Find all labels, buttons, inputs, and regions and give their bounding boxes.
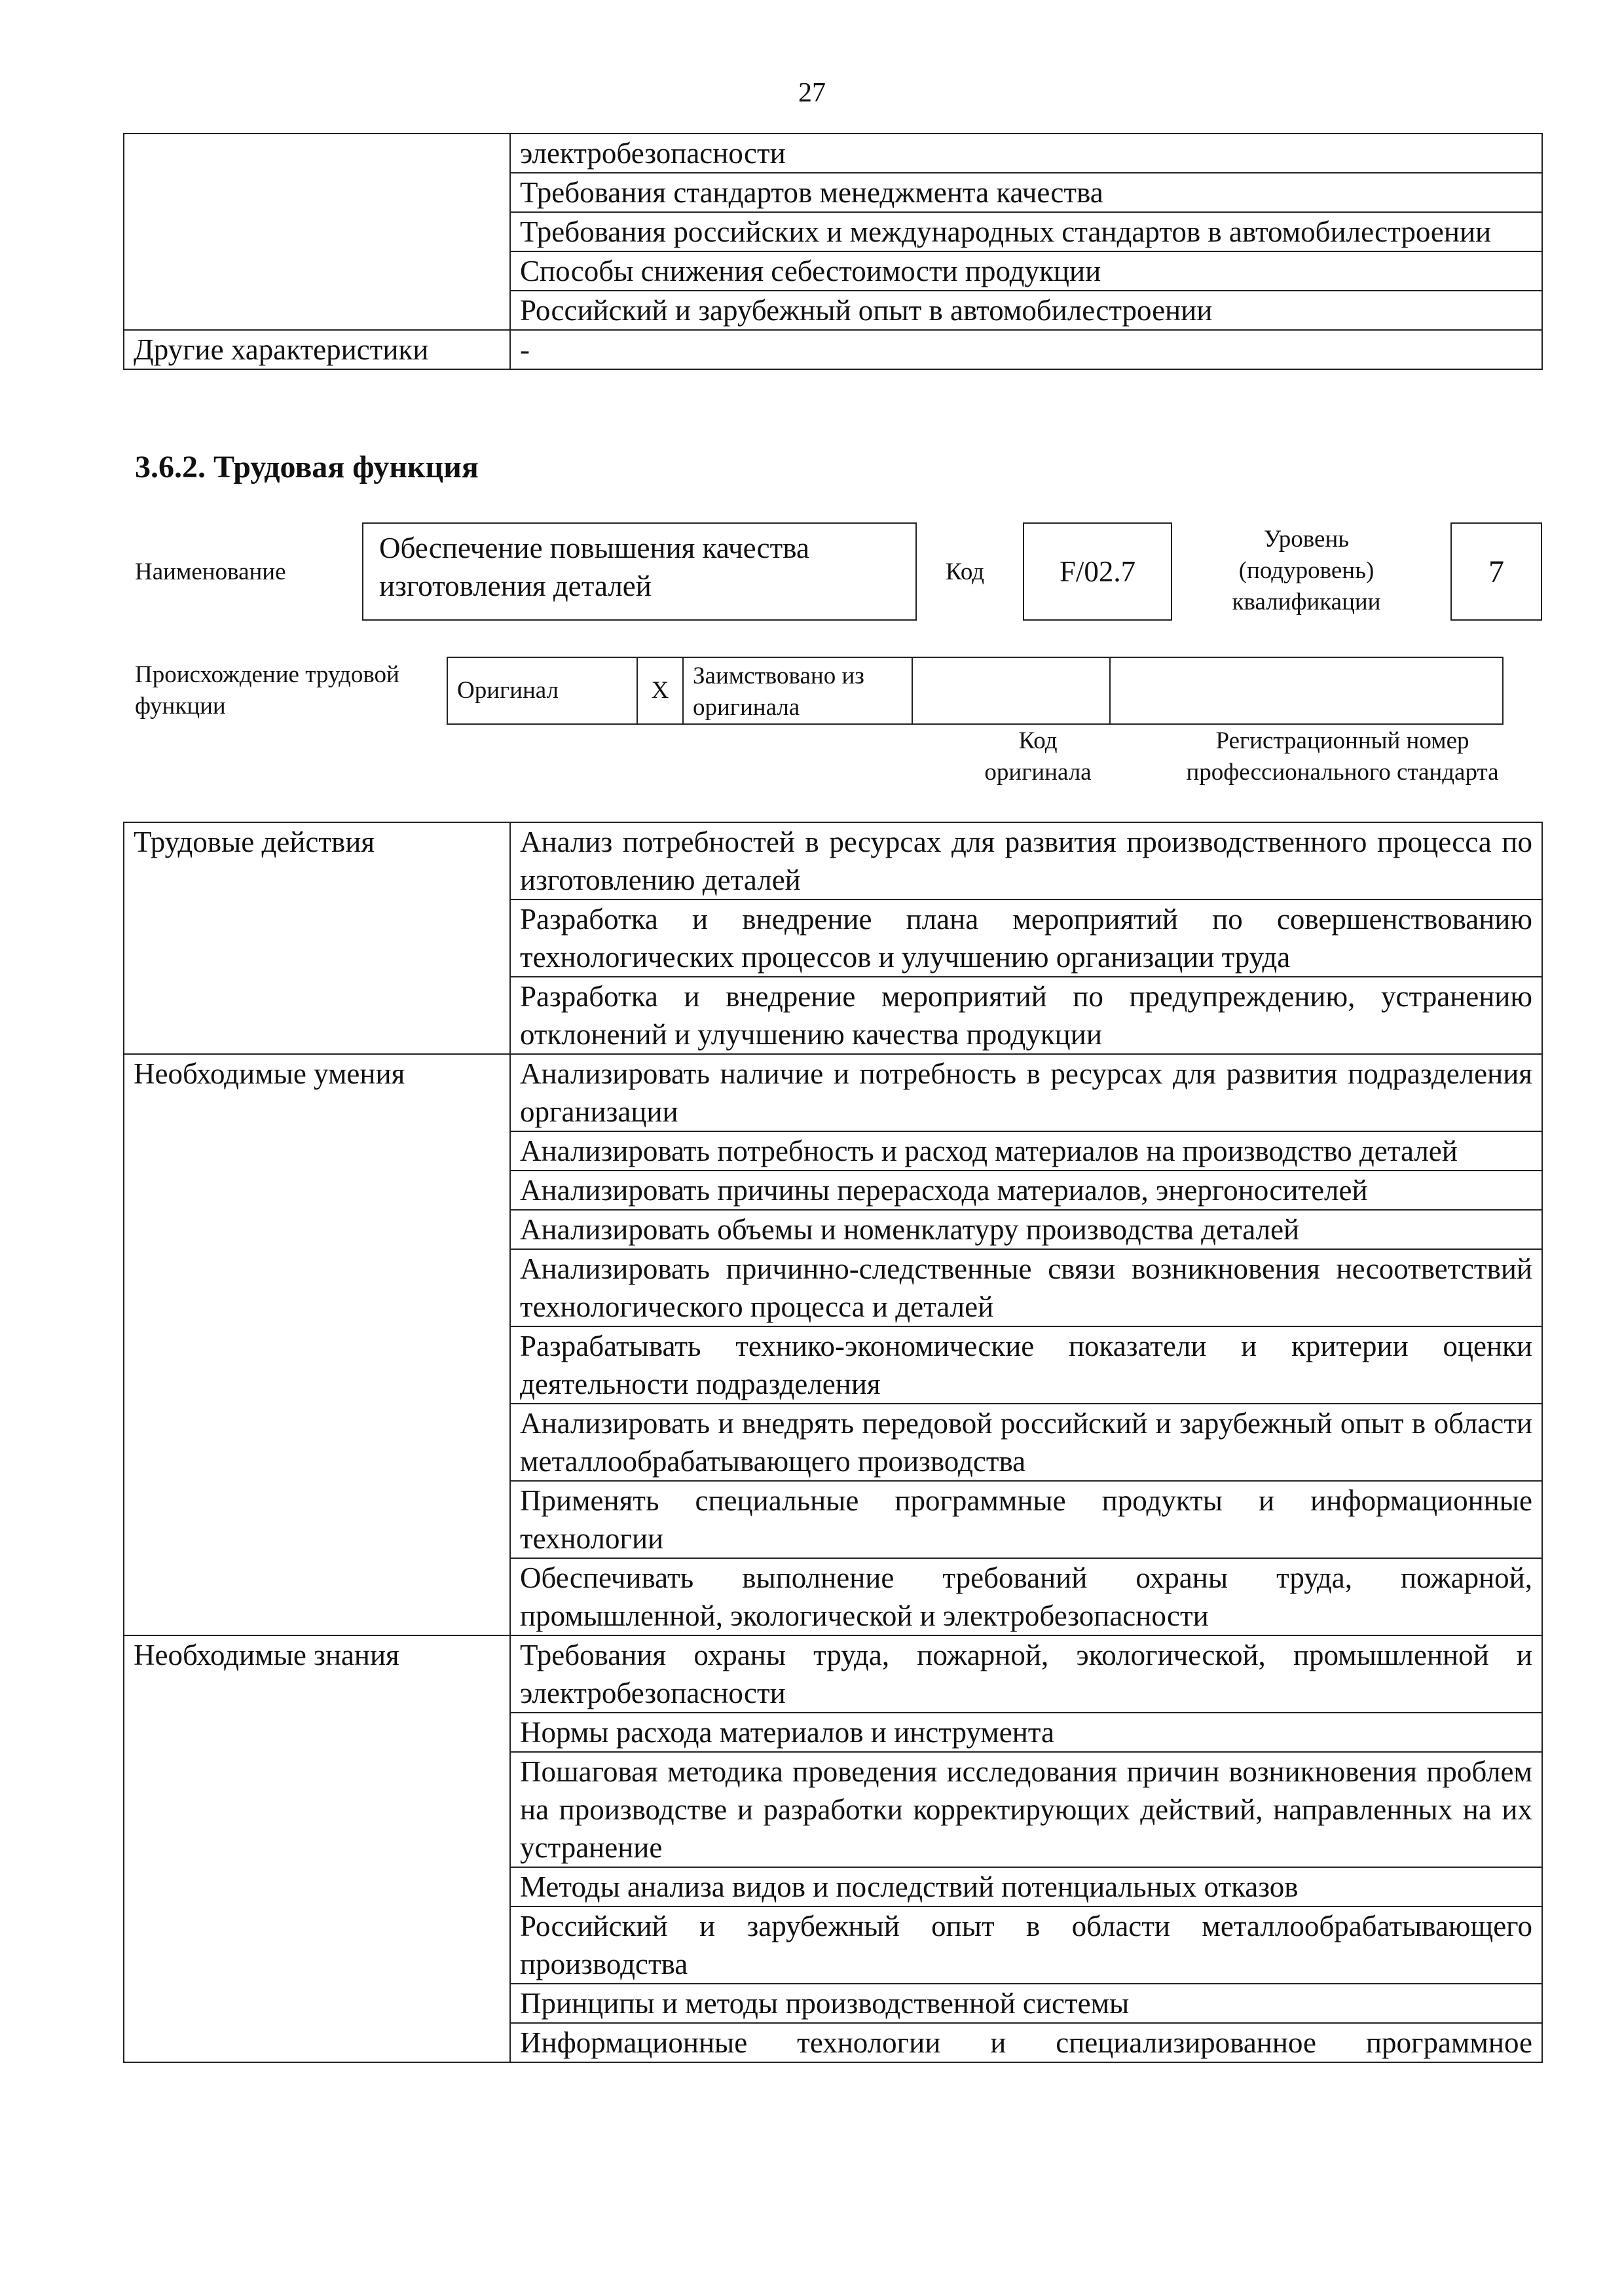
table-row: Анализировать причины перерасхода материалов, энергоносителей (510, 1171, 1542, 1210)
table-row: Анализировать объемы и номенклатуру производства деталей (510, 1210, 1542, 1249)
table-row: Информационные технологии и специализированное программное (510, 2023, 1542, 2062)
code-value: F/02.7 (1059, 555, 1136, 588)
table-row: Пошаговая методика проведения исследования причин возникновения проблем на производстве и разработки корректирующих действий, направленных на их устранение (510, 1752, 1542, 1867)
function-name-value: Обеспечение повышения качества изготовления деталей (379, 532, 809, 602)
table-row: Российский и зарубежный опыт в автомобилестроении (510, 291, 1542, 330)
top-requirements-table (123, 133, 1543, 370)
labor-function-table (123, 822, 1543, 2063)
level-label: Уровень (подуровень) квалификации (1232, 526, 1381, 615)
code-label: Код (946, 558, 985, 585)
table-row: Нормы расхода материалов и инструмента (510, 1713, 1542, 1752)
table-row: Применять специальные программные продукты и информационные технологии (510, 1481, 1542, 1558)
original-code-cell (912, 657, 1110, 724)
registration-number-cell (1110, 657, 1503, 724)
code-field (1023, 522, 1172, 621)
page-number: 27 (798, 78, 826, 108)
section-title: 3.6.2. Трудовая функция (135, 450, 479, 484)
table-row: Обеспечивать выполнение требований охраны труда, пожарной, промышленной, экологической и электробезопасности (510, 1558, 1542, 1635)
table-row: Анализировать наличие и потребность в ресурсах для развития подразделения организации (510, 1054, 1542, 1131)
name-label: Наименование (135, 558, 286, 585)
table-row: Требования охраны труда, пожарной, экологической, промышленной и электробезопасности (510, 1635, 1542, 1713)
table-row: Анализировать и внедрять передовой российский и зарубежный опыт в области металлообрабатывающего производства (510, 1404, 1542, 1481)
table-row: Требования стандартов менеджмента качества (510, 173, 1542, 212)
original-code-caption: Код оригинала (984, 727, 1092, 786)
empty-label-cell (124, 134, 510, 330)
table-row: Анализировать потребность и расход материалов на производство деталей (510, 1131, 1542, 1171)
table-row: Принципы и методы производственной системы (510, 1984, 1542, 2023)
original-mark: X (637, 657, 683, 724)
table-row: Разработка и внедрение мероприятий по предупреждению, устранению отклонений и улучшению качества продукции (510, 977, 1542, 1054)
registration-number-caption: Регистрационный номер профессионального стандарта (1186, 727, 1499, 786)
table-row: Разработка и внедрение плана мероприятий по совершенствованию технологических процессов и улучшению организации труда (510, 900, 1542, 977)
origin-table (447, 657, 1504, 725)
table-row: Разрабатывать технико-экономические показатели и критерии оценки деятельности подразделения (510, 1326, 1542, 1404)
other-characteristics-value: - (510, 330, 1542, 369)
other-characteristics-label: Другие характеристики (124, 330, 510, 369)
table-row: Методы анализа видов и последствий потенциальных отказов (510, 1867, 1542, 1906)
table-row: электробезопасности (510, 134, 1542, 173)
actions-label: Трудовые действия (124, 822, 510, 1054)
borrowed-label: Заимствовано из оригинала (683, 657, 912, 724)
knowledge-label: Необходимые знания (124, 1635, 510, 2062)
table-row: Требования российских и международных стандартов в автомобилестроении (510, 212, 1542, 251)
table-row: Анализ потребностей в ресурсах для развития производственного процесса по изготовлению деталей (510, 822, 1542, 900)
level-value: 7 (1488, 554, 1504, 589)
table-row: Способы снижения себестоимости продукции (510, 251, 1542, 291)
table-row: Российский и зарубежный опыт в области металлообрабатывающего производства (510, 1906, 1542, 1984)
origin-label: Происхождение трудовой функции (135, 661, 399, 720)
level-field (1450, 522, 1542, 621)
original-label: Оригинал (447, 657, 637, 724)
table-row: Анализировать причинно-следственные связи возникновения несоответствий технологического процесса и деталей (510, 1249, 1542, 1326)
skills-label: Необходимые умения (124, 1054, 510, 1635)
function-name-field (362, 522, 917, 621)
